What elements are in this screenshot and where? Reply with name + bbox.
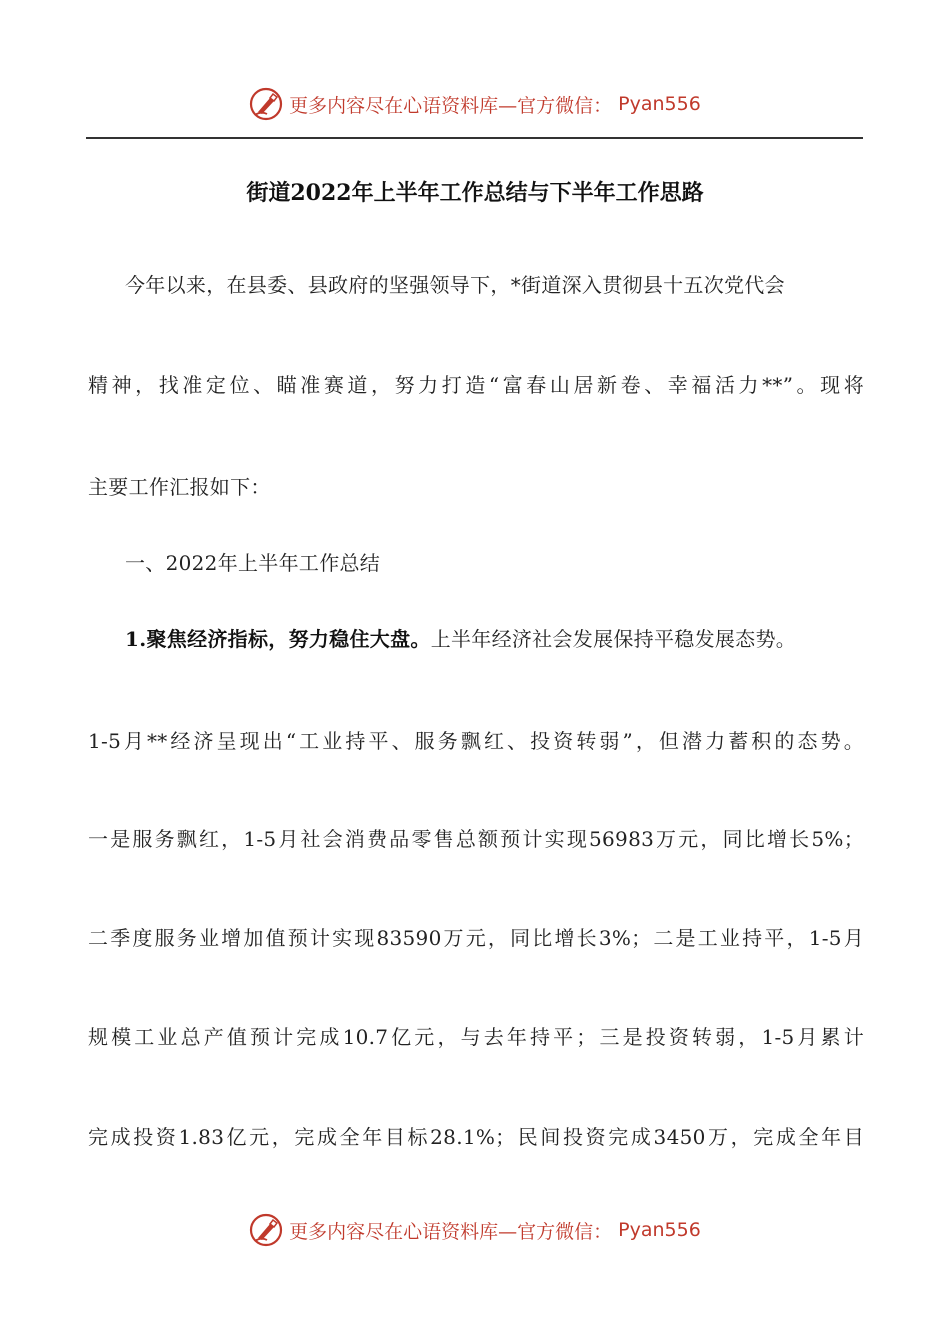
body-line-1: 今年以来，在县委、县政府的坚强领导下，*街道深入贯彻县十五次党代会 (125, 273, 785, 297)
paragraph-lead-line (125, 624, 864, 654)
body-line-8: 二季度服务业增加值预计实现83590万元，同比增长3%；二是工业持平，1-5月 (88, 926, 864, 950)
paragraph-lead-bold: 1.聚焦经济指标，努力稳住大盘。 (125, 627, 431, 651)
body-line-9: 规模工业总产值预计完成10.7亿元，与去年持平；三是投资转弱，1-5月累计 (88, 1025, 864, 1049)
watermark-slogan: 更多内容尽在心语资料库—官方微信： (289, 1220, 613, 1243)
body-line-7: 一是服务飘红，1-5月社会消费品零售总额预计实现56983万元，同比增长5%； (88, 827, 864, 851)
body-line-2: 精神，找准定位、瞄准赛道，努力打造“富春山居新卷、幸福活力**”。现将 (88, 373, 864, 397)
watermark-wechat-id: Pyan556 (618, 1219, 701, 1241)
header-watermark (0, 84, 950, 124)
pen-nib-logo-icon (249, 87, 283, 121)
paragraph-lead-rest: 上半年经济社会发展保持平稳发展态势。 (430, 627, 797, 651)
body-line-10: 完成投资1.83亿元，完成全年目标28.1%；民间投资完成3450万，完成全年目 (88, 1125, 864, 1149)
pen-nib-logo-icon (249, 1213, 283, 1247)
document-title: 街道2022年上半年工作总结与下半年工作思路 (246, 180, 704, 206)
watermark-wechat-id: Pyan556 (618, 93, 701, 115)
header-divider (86, 137, 863, 139)
footer-watermark (0, 1210, 950, 1250)
section-heading-1: 一、2022年上半年工作总结 (125, 551, 381, 575)
body-line-3: 主要工作汇报如下： (88, 475, 271, 499)
watermark-slogan: 更多内容尽在心语资料库—官方微信： (289, 94, 613, 117)
body-line-6: 1-5月**经济呈现出“工业持平、服务飘红、投资转弱”，但潜力蓄积的态势。 (88, 729, 864, 753)
